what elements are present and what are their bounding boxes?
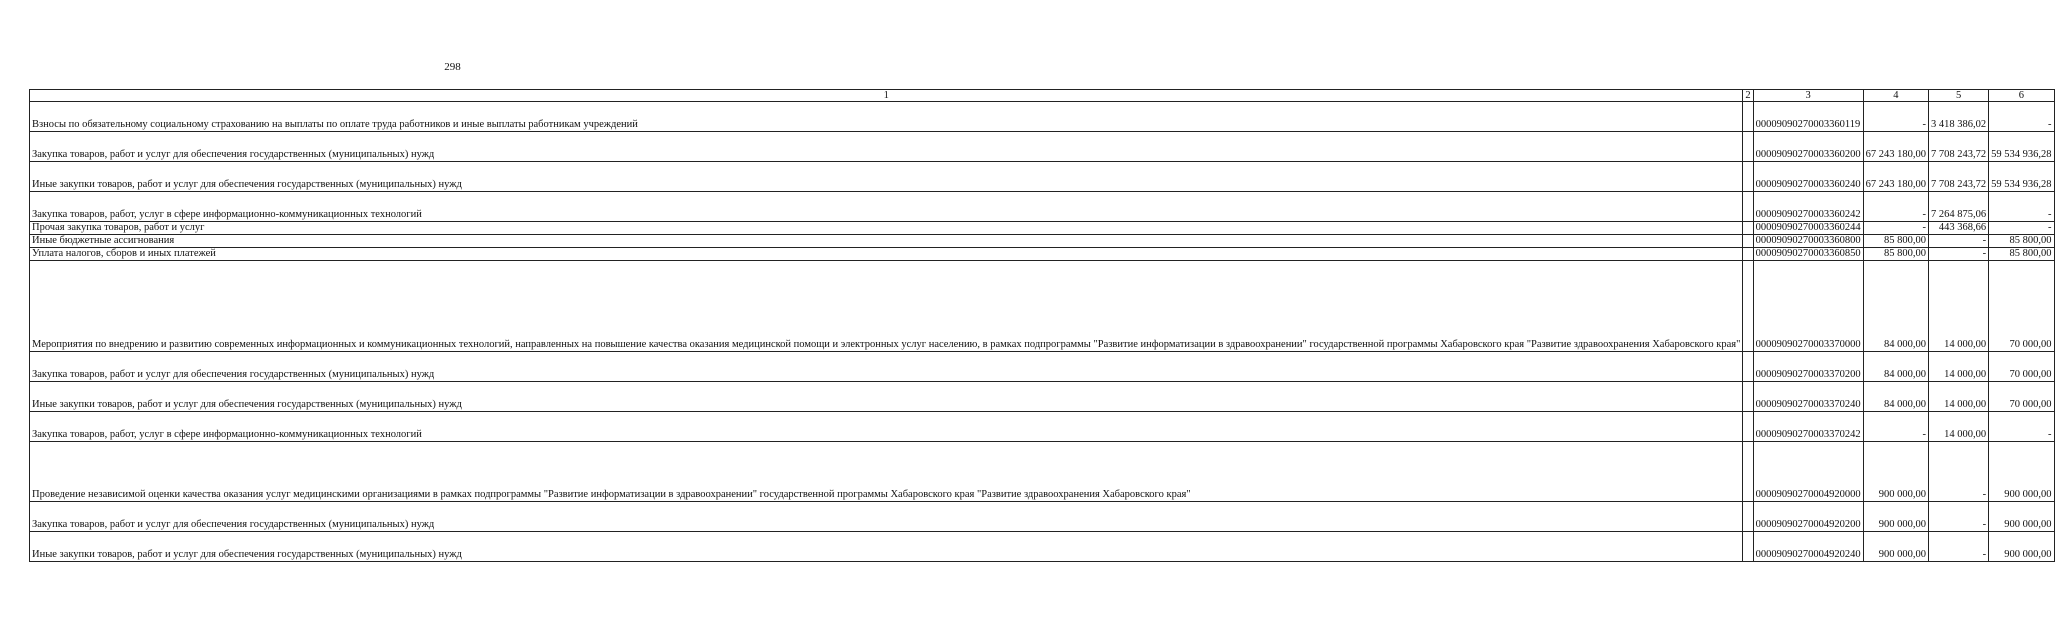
table-row (30, 531, 2055, 561)
row-name-cell: Закупка товаров, работ и услуг для обеспечения государственных (муниципальных) нужд (30, 501, 1743, 531)
row-col5-value: 443 368,66 (1929, 222, 1989, 235)
row-col4-value: - (1863, 102, 1928, 132)
row-col2-cell (1743, 441, 1753, 501)
row-col5-value: - (1929, 531, 1989, 561)
budget-table (29, 89, 2055, 562)
page-number: 298 (444, 61, 461, 73)
row-col6-value: 70 000,00 (1989, 351, 2054, 381)
row-name-cell: Прочая закупка товаров, работ и услуг (30, 222, 1743, 235)
row-col5-value: 3 418 386,02 (1929, 102, 1989, 132)
row-code-cell: 00009090270003360242 (1753, 192, 1863, 222)
table-row (30, 260, 2055, 351)
row-col6-value: 59 534 936,28 (1989, 132, 2054, 162)
row-col2-cell (1743, 411, 1753, 441)
table-row (30, 381, 2055, 411)
row-name-cell: Закупка товаров, работ, услуг в сфере информационно-коммуникационных технологий (30, 411, 1743, 441)
row-name-cell: Проведение независимой оценки качества оказания услуг медицинскими организациями в рамках подпрограммы "Развитие информатизации в здравоохранении" государственной программы Хабаровского края "Развитие здравоохранения Хабаровского края" (30, 441, 1743, 501)
row-name-cell: Иные закупки товаров, работ и услуг для обеспечения государственных (муниципальных) нужд (30, 531, 1743, 561)
table-row (30, 501, 2055, 531)
row-col5-value: 14 000,00 (1929, 351, 1989, 381)
table-row (30, 192, 2055, 222)
row-col2-cell (1743, 260, 1753, 351)
row-name-cell: Иные закупки товаров, работ и услуг для обеспечения государственных (муниципальных) нужд (30, 162, 1743, 192)
row-code-cell: 00009090270003360200 (1753, 132, 1863, 162)
row-col4-value: - (1863, 192, 1928, 222)
table-row (30, 222, 2055, 235)
row-col5-value: 14 000,00 (1929, 381, 1989, 411)
row-col6-value: 900 000,00 (1989, 501, 2054, 531)
row-col5-value: 14 000,00 (1929, 411, 1989, 441)
row-name-cell: Закупка товаров, работ и услуг для обеспечения государственных (муниципальных) нужд (30, 351, 1743, 381)
row-col4-value: 900 000,00 (1863, 501, 1928, 531)
row-col5-value: 7 708 243,72 (1929, 162, 1989, 192)
row-col2-cell (1743, 222, 1753, 235)
row-col5-value: - (1929, 501, 1989, 531)
row-col2-cell (1743, 247, 1753, 260)
row-col5-value: - (1929, 234, 1989, 247)
row-name-cell: Уплата налогов, сборов и иных платежей (30, 247, 1743, 260)
row-col4-value: 900 000,00 (1863, 441, 1928, 501)
row-col6-value: 85 800,00 (1989, 234, 2054, 247)
row-name-cell: Закупка товаров, работ и услуг для обеспечения государственных (муниципальных) нужд (30, 132, 1743, 162)
col-header-4: 4 (1863, 90, 1928, 102)
row-col5-value: 14 000,00 (1929, 260, 1989, 351)
row-name-cell: Взносы по обязательному социальному страхованию на выплаты по оплате труда работников и иные выплаты работникам учреждений (30, 102, 1743, 132)
row-col5-value: 7 708 243,72 (1929, 132, 1989, 162)
row-col2-cell (1743, 351, 1753, 381)
col-header-2: 2 (1743, 90, 1753, 102)
row-col6-value: 70 000,00 (1989, 260, 2054, 351)
row-code-cell: 00009090270004920240 (1753, 531, 1863, 561)
col-header-3: 3 (1753, 90, 1863, 102)
row-code-cell: 00009090270003360244 (1753, 222, 1863, 235)
table-row (30, 411, 2055, 441)
header-row (30, 90, 2055, 102)
row-col2-cell (1743, 132, 1753, 162)
row-col4-value: - (1863, 222, 1928, 235)
row-col2-cell (1743, 102, 1753, 132)
row-code-cell: 00009090270003370000 (1753, 260, 1863, 351)
row-col6-value: - (1989, 411, 2054, 441)
row-col5-value: - (1929, 441, 1989, 501)
row-code-cell: 00009090270003360800 (1753, 234, 1863, 247)
row-col6-value: 900 000,00 (1989, 441, 2054, 501)
row-col4-value: - (1863, 411, 1928, 441)
row-code-cell: 00009090270003370240 (1753, 381, 1863, 411)
row-col6-value: - (1989, 102, 2054, 132)
row-name-cell: Иные закупки товаров, работ и услуг для обеспечения государственных (муниципальных) нужд (30, 381, 1743, 411)
row-code-cell: 00009090270003360119 (1753, 102, 1863, 132)
col-header-1: 1 (30, 90, 1743, 102)
row-col2-cell (1743, 234, 1753, 247)
col-header-5: 5 (1929, 90, 1989, 102)
row-code-cell: 00009090270003370242 (1753, 411, 1863, 441)
row-col6-value: - (1989, 222, 2054, 235)
row-col4-value: 900 000,00 (1863, 531, 1928, 561)
row-code-cell: 00009090270003360240 (1753, 162, 1863, 192)
row-col4-value: 84 000,00 (1863, 381, 1928, 411)
row-col5-value: - (1929, 247, 1989, 260)
row-col6-value: 900 000,00 (1989, 531, 2054, 561)
row-col4-value: 67 243 180,00 (1863, 132, 1928, 162)
row-col2-cell (1743, 501, 1753, 531)
row-code-cell: 00009090270003360850 (1753, 247, 1863, 260)
row-col2-cell (1743, 381, 1753, 411)
row-col6-value: 70 000,00 (1989, 381, 2054, 411)
row-code-cell: 00009090270003370200 (1753, 351, 1863, 381)
row-col4-value: 84 000,00 (1863, 351, 1928, 381)
row-col4-value: 67 243 180,00 (1863, 162, 1928, 192)
row-code-cell: 00009090270004920000 (1753, 441, 1863, 501)
row-col4-value: 85 800,00 (1863, 247, 1928, 260)
row-name-cell: Закупка товаров, работ, услуг в сфере информационно-коммуникационных технологий (30, 192, 1743, 222)
table-row (30, 102, 2055, 132)
table-row (30, 247, 2055, 260)
row-col6-value: 85 800,00 (1989, 247, 2054, 260)
row-col5-value: 7 264 875,06 (1929, 192, 1989, 222)
row-col2-cell (1743, 192, 1753, 222)
row-name-cell: Иные бюджетные ассигнования (30, 234, 1743, 247)
row-col4-value: 85 800,00 (1863, 234, 1928, 247)
row-col2-cell (1743, 162, 1753, 192)
row-name-cell: Мероприятия по внедрению и развитию современных информационных и коммуникационных технологий, направленных на повышение качества оказания медицинской помощи и электронных услуг населению, в рамках подпрограммы "Развитие информатизации в здравоохранении" государственной программы Хабаровского края "Развитие здравоохранения Хабаровского края" (30, 260, 1743, 351)
row-col2-cell (1743, 531, 1753, 561)
row-code-cell: 00009090270004920200 (1753, 501, 1863, 531)
row-col6-value: - (1989, 192, 2054, 222)
row-col6-value: 59 534 936,28 (1989, 162, 2054, 192)
table-row (30, 351, 2055, 381)
table-row (30, 162, 2055, 192)
table-row (30, 234, 2055, 247)
col-header-6: 6 (1989, 90, 2054, 102)
table-row (30, 132, 2055, 162)
row-col4-value: 84 000,00 (1863, 260, 1928, 351)
table-row (30, 441, 2055, 501)
